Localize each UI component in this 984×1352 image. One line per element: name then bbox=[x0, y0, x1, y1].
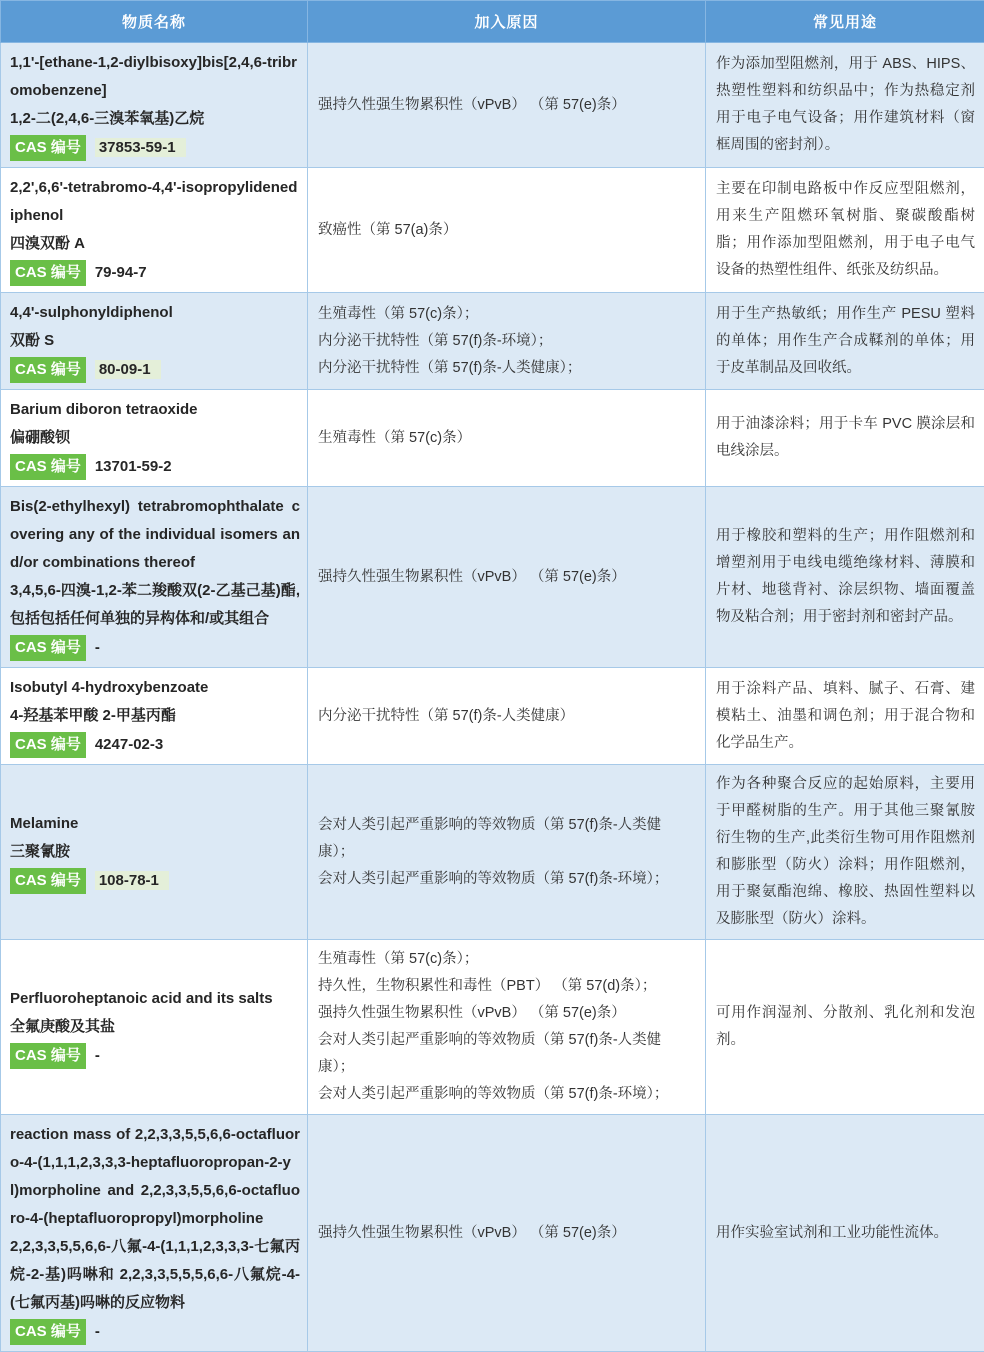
substance-name-cn: 2,2,3,3,5,5,6,6-八氟-4-(1,1,1,2,3,3,3-七氟丙烷-2-基)吗啉和 2,2,3,3,5,5,5,6,6-八氟烷-4-(七氟丙基)吗啉的反应物料 bbox=[10, 1233, 300, 1317]
cas-label-badge: CAS 编号 bbox=[10, 357, 86, 383]
substance-name-cn: 三聚氰胺 bbox=[10, 838, 300, 866]
common-uses-cell: 用于生产热敏纸；用作生产 PESU 塑料的单体；用作生产合成鞣剂的单体；用于皮革制品及回收纸。 bbox=[706, 293, 984, 390]
common-uses-cell: 用于涂料产品、填料、腻子、石膏、建模粘土、油墨和调色剂；用于混合物和化学品生产。 bbox=[706, 668, 984, 765]
substance-name-en: Isobutyl 4-hydroxybenzoate bbox=[10, 674, 300, 702]
substance-name-cn: 4-羟基苯甲酸 2-甲基丙酯 bbox=[10, 702, 300, 730]
substance-name-cell bbox=[1, 668, 308, 765]
cas-line bbox=[10, 1043, 300, 1069]
header-row bbox=[1, 1, 984, 43]
table-row bbox=[1, 1115, 984, 1352]
inclusion-reason-cell bbox=[308, 765, 706, 940]
inclusion-reason-line: 会对人类引起严重影响的等效物质（第 57(f)条-环境）； bbox=[318, 866, 697, 893]
common-uses-cell: 主要在印制电路板中作反应型阻燃剂，用来生产阻燃环氧树脂、聚碳酸酯树脂；用作添加型阻燃剂，用于电子电气设备的热塑性组件、纸张及纺织品。 bbox=[706, 168, 984, 293]
table-row bbox=[1, 765, 984, 940]
substance-name-en: Barium diboron tetraoxide bbox=[10, 396, 300, 424]
cas-line bbox=[10, 454, 300, 480]
cas-label-badge: CAS 编号 bbox=[10, 1319, 86, 1345]
cas-line bbox=[10, 635, 300, 661]
common-uses-cell: 用作实验室试剂和工业功能性流体。 bbox=[706, 1115, 984, 1352]
inclusion-reason-line: 内分泌干扰特性（第 57(f)条-环境）； bbox=[318, 328, 697, 355]
cas-label-badge: CAS 编号 bbox=[10, 135, 86, 161]
substance-name-cell bbox=[1, 1115, 308, 1352]
substance-name-cell bbox=[1, 168, 308, 293]
cas-label-badge: CAS 编号 bbox=[10, 868, 86, 894]
substance-name-cn: 双酚 S bbox=[10, 327, 300, 355]
inclusion-reason-line: 强持久性强生物累积性（vPvB） （第 57(e)条） bbox=[318, 1000, 697, 1027]
inclusion-reason-line: 会对人类引起严重影响的等效物质（第 57(f)条-人类健康）； bbox=[318, 1027, 697, 1081]
cas-number: - bbox=[95, 1047, 100, 1064]
inclusion-reason-line: 持久性，生物积累性和毒性（PBT） （第 57(d)条）； bbox=[318, 973, 697, 1000]
inclusion-reason-line: 会对人类引起严重影响的等效物质（第 57(f)条-环境）； bbox=[318, 1081, 697, 1108]
column-header-substance-name: 物质名称 bbox=[1, 1, 308, 43]
substance-name-cn: 四溴双酚 A bbox=[10, 230, 300, 258]
table-body bbox=[1, 43, 984, 1352]
inclusion-reason-line: 强持久性强生物累积性（vPvB） （第 57(e)条） bbox=[318, 564, 697, 591]
table-row bbox=[1, 43, 984, 168]
inclusion-reason-line: 生殖毒性（第 57(c)条）； bbox=[318, 946, 697, 973]
inclusion-reason-cell bbox=[308, 168, 706, 293]
cas-line bbox=[10, 135, 300, 161]
inclusion-reason-cell bbox=[308, 390, 706, 487]
inclusion-reason-line: 内分泌干扰特性（第 57(f)条-人类健康）； bbox=[318, 355, 697, 382]
table-row bbox=[1, 390, 984, 487]
table-row bbox=[1, 293, 984, 390]
table-header bbox=[1, 1, 984, 43]
cas-line bbox=[10, 357, 300, 383]
cas-number: 79-94-7 bbox=[95, 264, 147, 281]
inclusion-reason-cell bbox=[308, 43, 706, 168]
cas-number: 4247-02-3 bbox=[95, 736, 163, 753]
inclusion-reason-cell bbox=[308, 487, 706, 668]
cas-number: 37853-59-1 bbox=[95, 138, 186, 157]
cas-line bbox=[10, 868, 300, 894]
cas-number: - bbox=[95, 1323, 100, 1340]
table-row bbox=[1, 940, 984, 1115]
inclusion-reason-cell bbox=[308, 668, 706, 765]
substance-name-cell bbox=[1, 43, 308, 168]
inclusion-reason-line: 致癌性（第 57(a)条） bbox=[318, 217, 697, 244]
cas-line bbox=[10, 1319, 300, 1345]
substance-name-en: Bis(2-ethylhexyl) tetrabromophthalate covering any of the individual isomers and/or combinations thereof bbox=[10, 493, 300, 577]
common-uses-cell: 可用作润湿剂、分散剂、乳化剂和发泡剂。 bbox=[706, 940, 984, 1115]
substance-name-cn: 偏硼酸钡 bbox=[10, 424, 300, 452]
substance-name-cell bbox=[1, 293, 308, 390]
inclusion-reason-line: 生殖毒性（第 57(c)条） bbox=[318, 425, 697, 452]
table-row bbox=[1, 487, 984, 668]
substance-name-cn: 1,2-二(2,4,6-三溴苯氧基)乙烷 bbox=[10, 105, 300, 133]
substance-name-cell bbox=[1, 940, 308, 1115]
inclusion-reason-cell bbox=[308, 940, 706, 1115]
cas-label-badge: CAS 编号 bbox=[10, 260, 86, 286]
inclusion-reason-line: 会对人类引起严重影响的等效物质（第 57(f)条-人类健康）； bbox=[318, 812, 697, 866]
table-row bbox=[1, 668, 984, 765]
cas-number: 108-78-1 bbox=[95, 871, 169, 890]
column-header-common-uses: 常见用途 bbox=[706, 1, 984, 43]
common-uses-cell: 用于油漆涂料；用于卡车 PVC 膜涂层和电线涂层。 bbox=[706, 390, 984, 487]
substance-name-cell bbox=[1, 487, 308, 668]
cas-label-badge: CAS 编号 bbox=[10, 635, 86, 661]
column-header-inclusion-reason: 加入原因 bbox=[308, 1, 706, 43]
substance-name-en: reaction mass of 2,2,3,3,5,5,6,6-octafluoro-4-(1,1,1,2,3,3,3-heptafluoropropan-2-yl)morpholine and 2,2,3,3,5,5,6,6-octafluoro-4-(heptafluoropropyl)morpholine bbox=[10, 1121, 300, 1233]
inclusion-reason-cell bbox=[308, 1115, 706, 1352]
substance-name-en: Perfluoroheptanoic acid and its salts bbox=[10, 985, 300, 1013]
substance-name-en: 4,4'-sulphonyldiphenol bbox=[10, 299, 300, 327]
substance-name-cn: 全氟庚酸及其盐 bbox=[10, 1013, 300, 1041]
cas-number: 13701-59-2 bbox=[95, 458, 172, 475]
cas-label-badge: CAS 编号 bbox=[10, 1043, 86, 1069]
inclusion-reason-cell bbox=[308, 293, 706, 390]
common-uses-cell: 用于橡胶和塑料的生产；用作阻燃剂和增塑剂用于电线电缆绝缘材料、薄膜和片材、地毯背衬、涂层织物、墙面覆盖物及粘合剂；用于密封剂和密封产品。 bbox=[706, 487, 984, 668]
inclusion-reason-line: 强持久性强生物累积性（vPvB） （第 57(e)条） bbox=[318, 92, 697, 119]
table-row bbox=[1, 168, 984, 293]
substance-name-en: Melamine bbox=[10, 810, 300, 838]
common-uses-cell: 作为各种聚合反应的起始原料，主要用于甲醛树脂的生产。用于其他三聚氰胺衍生物的生产,此类衍生物可用作阻燃剂和膨胀型（防火）涂料；用作阻燃剂，用于聚氨酯泡绵、橡胶、热固性塑料以及膨胀型（防火）涂料。 bbox=[706, 765, 984, 940]
substance-name-en: 2,2',6,6'-tetrabromo-4,4'-isopropylidenediphenol bbox=[10, 174, 300, 230]
cas-line bbox=[10, 732, 300, 758]
cas-number: 80-09-1 bbox=[95, 360, 161, 379]
substance-name-en: 1,1'-[ethane-1,2-diylbisoxy]bis[2,4,6-tribromobenzene] bbox=[10, 49, 300, 105]
substance-name-cell bbox=[1, 765, 308, 940]
cas-label-badge: CAS 编号 bbox=[10, 454, 86, 480]
cas-label-badge: CAS 编号 bbox=[10, 732, 86, 758]
inclusion-reason-line: 生殖毒性（第 57(c)条）； bbox=[318, 301, 697, 328]
substance-name-cn: 3,4,5,6-四溴-1,2-苯二羧酸双(2-乙基己基)酯,包括包括任何单独的异构体和/或其组合 bbox=[10, 577, 300, 633]
cas-number: - bbox=[95, 639, 100, 656]
common-uses-cell: 作为添加型阻燃剂，用于 ABS、HIPS、热塑性塑料和纺织品中；作为热稳定剂用于电子电气设备；用作建筑材料（窗框周围的密封剂）。 bbox=[706, 43, 984, 168]
inclusion-reason-line: 强持久性强生物累积性（vPvB） （第 57(e)条） bbox=[318, 1220, 697, 1247]
cas-line bbox=[10, 260, 300, 286]
inclusion-reason-line: 内分泌干扰特性（第 57(f)条-人类健康） bbox=[318, 703, 697, 730]
substance-name-cell bbox=[1, 390, 308, 487]
